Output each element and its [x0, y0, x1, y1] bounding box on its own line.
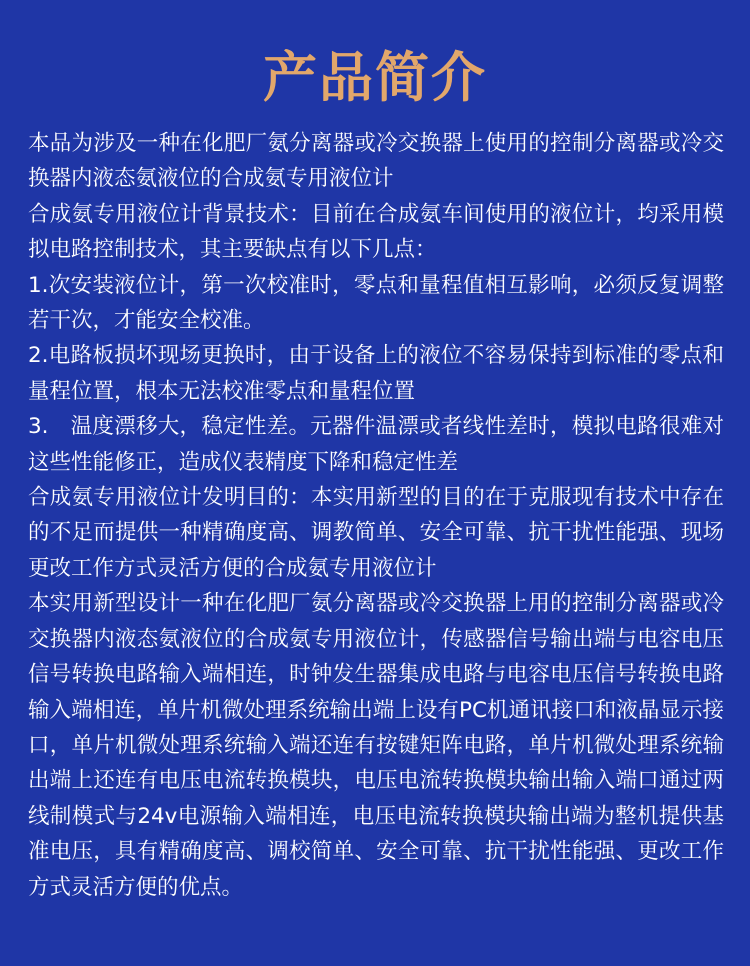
paragraph-purpose: 合成氨专用液位计发明目的：本实用新型的目的在于克服现有技术中存在的不足而提供一种精确度高、调教简单、安全可靠、抗干扰性能强、现场更改工作方式灵活方便的合成氨专用液位计	[28, 485, 724, 581]
intro-content	[28, 126, 724, 905]
paragraph-point-2: 2.电路板损坏现场更换时，由于设备上的液位不容易保持到标准的零点和量程位置，根本无法校准零点和量程位置	[28, 343, 724, 404]
paragraph-intro: 本品为涉及一种在化肥厂氨分离器或冷交换器上使用的控制分离器或冷交换器内液态氨液位的合成氨专用液位计	[28, 131, 724, 192]
page-title: 产品简介	[263, 46, 487, 109]
paragraph-design: 本实用新型设计一种在化肥厂氨分离器或冷交换器上用的控制分离器或冷交换器内液态氨液位的合成氨专用液位计，传感器信号输出端与电容电压信号转换电路输入端相连，时钟发生器集成电路与电容电压信号转换电路输入端相连，单片机微处理系统输出端上设有PC机通讯接口和液晶显示接口，单片机微处理系统输入端还连有按键矩阵电路，单片机微处理系统输出端上还连有电压电流转换模块，电压电流转换模块输出输入端口通过两线制模式与24v电源输入端相连，电压电流转换模块输出端为整机提供基准电压，具有精确度高、调校简单、安全可靠、抗干扰性能强、更改工作方式灵活方便的优点。	[28, 591, 724, 900]
paragraph-background: 合成氨专用液位计背景技术：目前在合成氨车间使用的液位计，均采用模拟电路控制技术，其主要缺点有以下几点：	[28, 201, 724, 263]
paragraph-point-1: 1.次安装液位计，第一次校准时，零点和量程值相互影响，必须反复调整若干次，才能安全校准。	[28, 272, 724, 334]
paragraph-point-3: 3. 温度漂移大，稳定性差。元器件温漂或者线性差时，模拟电路很难对这些性能修正，造成仪表精度下降和稳定性差	[28, 414, 724, 475]
